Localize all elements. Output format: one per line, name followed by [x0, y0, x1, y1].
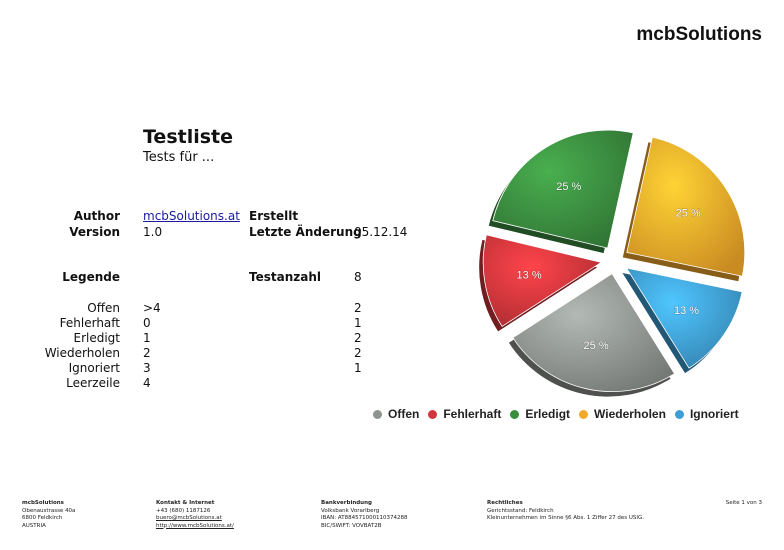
status-key-0: >4: [143, 301, 161, 315]
status-count-1: 1: [354, 316, 362, 330]
legend-swatch-erledigt: [510, 410, 519, 419]
footer-address-3: AUSTRIA: [22, 522, 46, 529]
footer-bank-2: IBAN: AT884571000110374288: [321, 515, 408, 521]
chart-legend: [373, 407, 748, 421]
page-title: Testliste: [143, 126, 234, 148]
status-name-2: Erledigt: [73, 331, 120, 345]
footer-bank-3: BIC/SWIFT: VOVBAT2B: [321, 522, 382, 529]
pie-chart: [470, 120, 770, 410]
legend-label-wiederholen: Wiederholen: [594, 407, 666, 421]
status-key-5: 4: [143, 376, 151, 390]
count-value: 8: [354, 270, 362, 284]
footer-bank-1: Volksbank Vorarlberg: [321, 507, 380, 514]
legend-item-wiederholen[interactable]: [579, 407, 666, 421]
status-key-4: 3: [143, 361, 151, 375]
legend-item-erledigt[interactable]: [510, 407, 570, 421]
legend-label-offen: Offen: [388, 407, 420, 421]
status-count-4: 1: [354, 361, 362, 375]
changed-label: Letzte Änderung: [249, 225, 362, 239]
status-name-5: Leerzeile: [66, 376, 120, 390]
pie-label-erledigt: 25 %: [556, 181, 582, 194]
footer-address-2: 6800 Feldkirch: [22, 515, 63, 521]
author-link[interactable]: mcbSolutions.at: [143, 209, 240, 223]
status-name-4: Ignoriert: [68, 361, 120, 375]
legend-swatch-offen: [373, 410, 382, 419]
footer-legal-2: Kleinunternehmen im Sinne §6 Abs. 1 Ziffer 27 des USIG.: [487, 515, 645, 521]
legend-label-erledigt: Erledigt: [525, 407, 571, 421]
brand-name: mcbSolutions: [636, 24, 762, 45]
footer-company-title: mcbSolutions: [22, 500, 64, 506]
status-key-3: 2: [143, 346, 151, 360]
status-key-2: 1: [143, 331, 151, 345]
footer-company: [22, 500, 75, 530]
status-count-3: 2: [354, 346, 362, 360]
footer-web-link[interactable]: http://www.mcbSolutions.at/: [156, 522, 234, 529]
page-number: Seite 1 von 3: [725, 500, 762, 506]
pie-label-ignoriert: 13 %: [673, 304, 700, 317]
legend-swatch-fehlerhaft: [428, 410, 437, 419]
legend-label: Legende: [62, 270, 120, 284]
footer-legal-title: Rechtliches: [487, 500, 523, 506]
footer-contact-title: Kontakt & Internet: [156, 500, 215, 506]
footer-bank-title: Bankverbindung: [321, 500, 372, 506]
changed-value: 05.12.14: [354, 225, 408, 239]
pie-label-offen: 25 %: [583, 340, 609, 353]
status-name-1: Fehlerhaft: [59, 316, 120, 330]
footer-bank: [321, 500, 408, 530]
footer-address-1: Obenaustrasse 40a: [22, 507, 76, 514]
pie-label-wiederholen: 25 %: [675, 207, 701, 220]
count-label: Testanzahl: [249, 270, 321, 284]
version-value: 1.0: [143, 225, 163, 239]
legend-item-ignoriert[interactable]: [675, 407, 739, 421]
footer-legal: [487, 500, 644, 523]
footer-phone: +43 (680) 1187126: [156, 507, 211, 514]
page-subtitle: Tests für ...: [143, 150, 215, 165]
footer-legal-1: Gerichtsstand: Feldkirch: [487, 507, 554, 514]
status-name-0: Offen: [87, 301, 120, 315]
created-label: Erstellt: [249, 209, 299, 223]
legend-swatch-wiederholen: [579, 410, 588, 419]
legend-item-offen[interactable]: [373, 407, 419, 421]
footer-contact: [156, 500, 234, 530]
legend-label-ignoriert: Ignoriert: [689, 407, 739, 421]
pie-label-fehlerhaft: 13 %: [516, 269, 542, 282]
version-label: Version: [69, 225, 120, 239]
legend-label-fehlerhaft: Fehlerhaft: [443, 407, 502, 421]
status-count-2: 2: [354, 331, 362, 345]
legend-item-fehlerhaft[interactable]: [428, 407, 501, 421]
status-name-3: Wiederholen: [44, 346, 120, 360]
status-count-0: 2: [354, 301, 362, 315]
author-label: Author: [73, 209, 120, 223]
status-key-1: 0: [143, 316, 151, 330]
legend-swatch-ignoriert: [675, 410, 684, 419]
footer-email-link[interactable]: buero@mcbSolutions.at: [156, 515, 222, 521]
